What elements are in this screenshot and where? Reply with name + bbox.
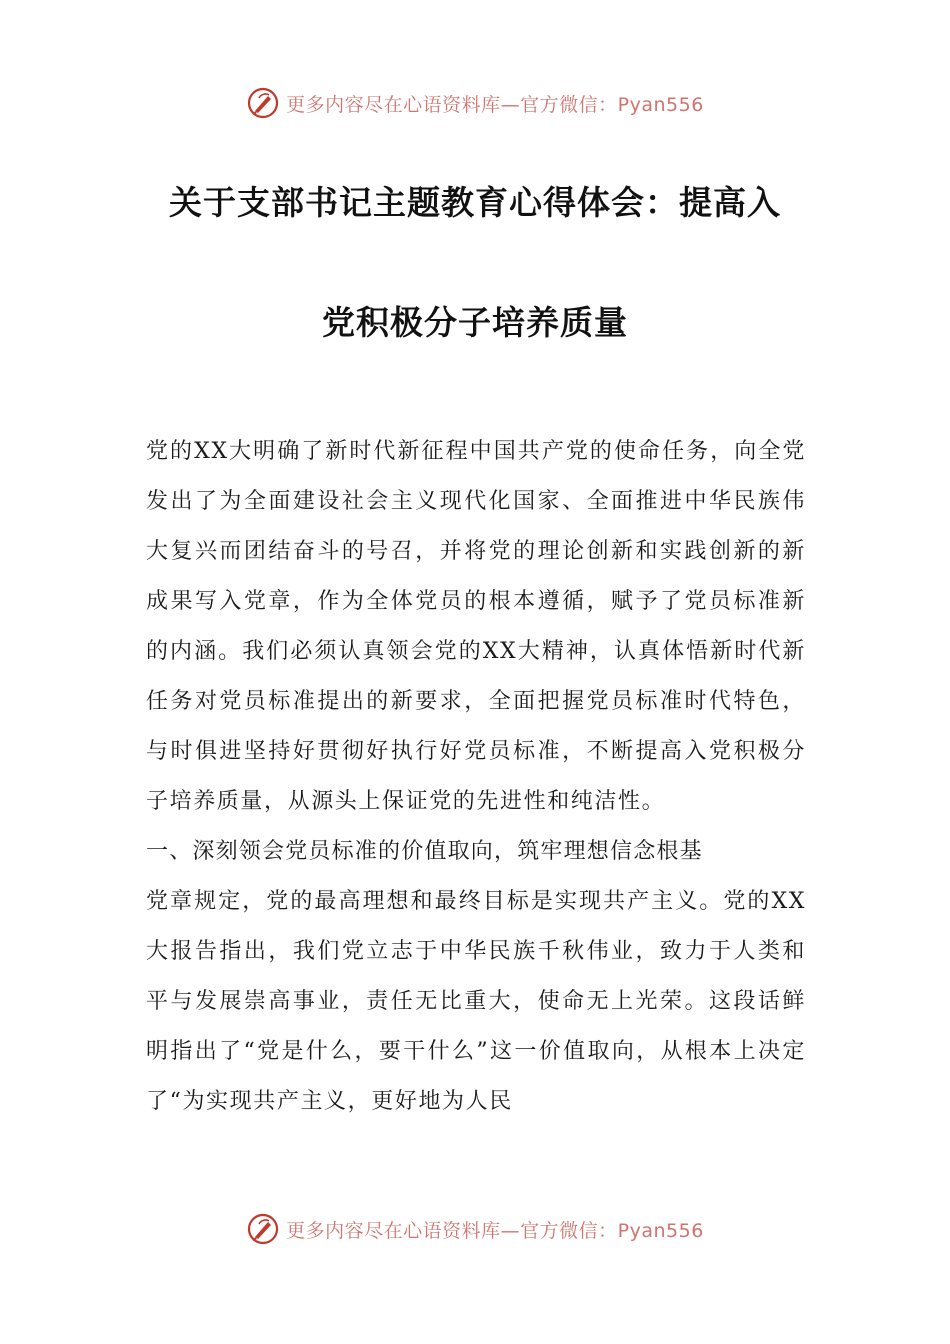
watermark-text: 更多内容尽在心语资料库—官方微信：Pyan556 [286, 1219, 704, 1242]
header-watermark [0, 83, 950, 123]
document-body [146, 427, 806, 1127]
section-heading-1: 一、深刻领会党员标准的价值取向，筑牢理想信念根基 [146, 839, 703, 864]
intro-paragraph: 党的XX大明确了新时代新征程中国共产党的使命任务，向全党发出了为全面建设社会主义现代化国家、全面推进中华民族伟大复兴而团结奋斗的号召，并将党的理论创新和实践创新的新成果写入党章，作为全体党员的根本遵循，赋予了党员标准新的内涵。我们必须认真领会党的XX大精神，认真体悟新时代新任务对党员标准提出的新要求，全面把握党员标准时代特色，与时俱进坚持好贯彻好执行好党员标准，不断提高入党积极分子培养质量，从源头上保证党的先进性和纯洁性。 [146, 439, 806, 814]
pen-logo-icon [246, 86, 280, 120]
document-title-line1: 关于支部书记主题教育心得体会：提高入 [169, 183, 781, 222]
section-1-paragraph: 党章规定，党的最高理想和最终目标是实现共产主义。党的XX大报告指出，我们党立志于中华民族千秋伟业，致力于人类和平与发展崇高事业，责任无比重大，使命无上光荣。这段话鲜明指出了“党是什么，要干什么”这一价值取向，从根本上决定了“为实现共产主义，更好地为人民 [146, 889, 806, 1114]
footer-watermark [0, 1209, 950, 1249]
document-title-line2: 党积极分子培养质量 [322, 303, 628, 342]
watermark-text: 更多内容尽在心语资料库—官方微信：Pyan556 [286, 93, 704, 116]
pen-logo-icon [246, 1212, 280, 1246]
